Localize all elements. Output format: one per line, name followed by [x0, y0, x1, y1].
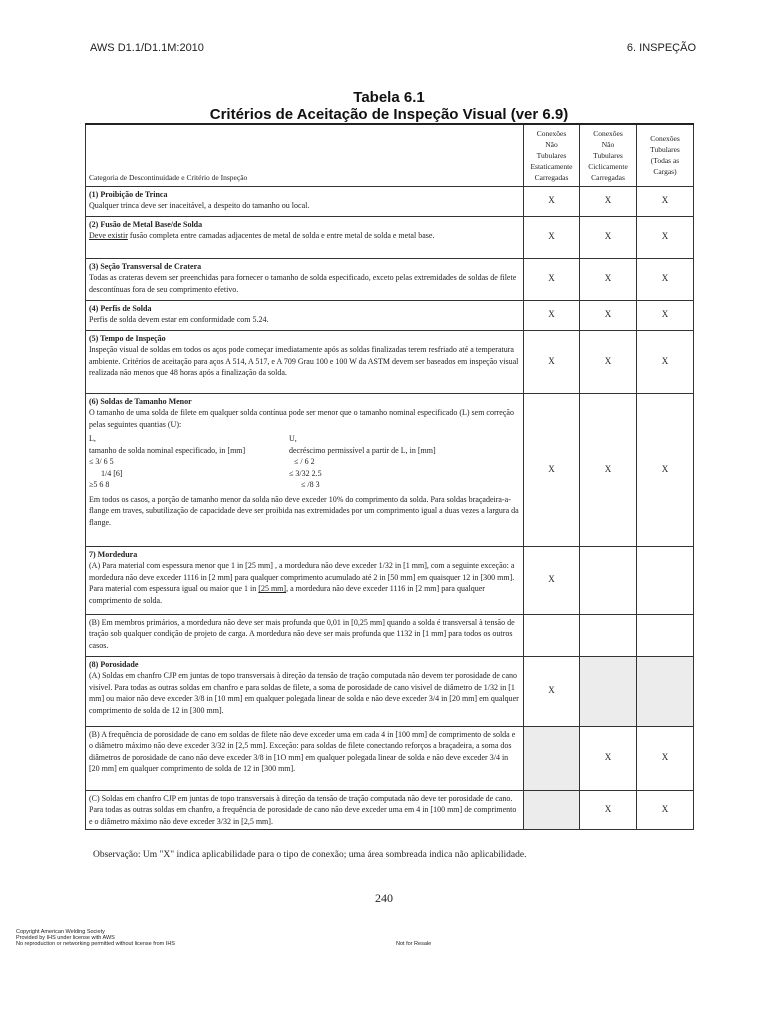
criterion-cell	[86, 726, 524, 790]
empty-cell	[580, 614, 637, 656]
criterion-title: (1) Proibição de Trinca	[89, 189, 168, 199]
u-value: ≤ / 6 2	[294, 457, 315, 466]
table-row	[86, 393, 694, 546]
running-header-left: AWS D1.1/D1.1M:2010	[90, 42, 204, 54]
criterion-text: Qualquer trinca deve ser inaceitável, a despeito do tamanho ou local.	[89, 201, 310, 210]
applicable-mark: X	[524, 216, 580, 258]
header-line: Carregadas	[534, 172, 569, 182]
table-subtitle: Critérios de Aceitação de Inspeção Visual (ver 6.9)	[209, 106, 569, 123]
criterion-cell	[86, 186, 524, 216]
applicable-mark: X	[524, 258, 580, 300]
applicable-mark: X	[637, 300, 694, 330]
applicable-mark: X	[580, 790, 637, 830]
table-row	[86, 300, 694, 330]
applicable-mark: X	[524, 546, 580, 614]
criterion-cell	[86, 393, 524, 546]
criterion-cell	[86, 330, 524, 393]
cyclic-nontubular-column-header	[580, 124, 637, 186]
criterion-text-rest: fusão completa entre camadas adjacentes de metal de solda e entre metal de solda e metal base.	[127, 231, 435, 240]
applicable-mark: X	[580, 186, 637, 216]
applicable-mark: X	[524, 300, 580, 330]
u-description: decréscimo permissível a partir de L, in [mm]	[289, 445, 436, 455]
applicable-mark: X	[637, 726, 694, 790]
criterion-text: (B) A frequência de porosidade de cano em soldas de filete não deve exceder uma em cada 4 in [100 mm] de comprimento de solda e o diâmetro máximo não deve exceder 3/32 in [2,5 mm]. Exceção: para soldas de filete conectando reforços a braçadeira, a soma dos diâmetros de porosidade de cano não deve exceder 3/8 in [1O mm] em qualquer polegada linear de solda e não deve exceder 3/4 in [20 mm] em qualquer comprimento de solda de 12 in [300 mm].	[89, 729, 516, 773]
table-title: Tabela 6.1	[353, 89, 425, 106]
applicable-mark: X	[580, 393, 637, 546]
criterion-text: (C) Soldas em chanfro CJP em juntas de topo transversais à direção da tensão de tração computada não deve ter porosidade de cano. Para todas as outras soldas em chanfro, a frequência de porosidade de cano não deve exceder uma em 4 in [100 mm] de comprimento e o diâmetro máximo não deve exceder 3/32 in [2,5 mm].	[89, 793, 517, 826]
criterion-cell	[86, 614, 524, 656]
table-row	[86, 186, 694, 216]
applicable-mark: X	[637, 790, 694, 830]
criterion-text: (A) Soldas em chanfro CJP em juntas de topo transversais à direção da tensão de tração computada não devem ter porosidade de cano visível. Para todas as outras soldas em chanfro e para soldas de filete, a soma de porosidade de cano visível de diâmetro de 1/32 in [1 mm] ou maior não deve exceder 3/8 in [10 mm] em qualquer polegada linear de solda e não deve exceder 3/4 in [20 mm] em qualquer comprimento de solda de 12 in [300 mm].	[89, 671, 519, 715]
header-line: Estaticamente	[530, 161, 573, 171]
criterion-text: Todas as crateras devem ser preenchidas para fornecer o tamanho de solda especificado, exceto pelas extremidades de soldas de filete descontínuas fora de seu comprimento efetivo.	[89, 273, 517, 294]
header-line: Não	[545, 139, 558, 149]
applicable-mark: X	[524, 186, 580, 216]
header-line: Ciclicamente	[588, 161, 628, 171]
criterion-title: (2) Fusão de Metal Base/de Solda	[89, 219, 203, 229]
criterion-title: (6) Soldas de Tamanho Menor	[89, 396, 192, 406]
criterion-text-2: Em todos os casos, a porção de tamanho menor da solda não deve exceder 10% do comprimento da solda. Para soldas braçadeira-a-flange em traves, subutilização de capacidade deve ser proibida nas extremidades por um comprimento igual a duas vezes a largura da flange.	[89, 494, 519, 527]
header-line: Tubulares	[593, 150, 623, 160]
table-row	[86, 614, 694, 656]
applicable-mark: X	[637, 330, 694, 393]
criterion-text: Inspeção visual de soldas em todos os aços pode começar imediatamente após as soldas finalizadas terem resfriado até a temperatura ambiente. Critérios de aceitação para aços A 514, A 517, e A 709 Grau 100 e 100 W da ASTM devem ser baseados em inspeção visual realizada não menos que 48 horas após a finalização da solda.	[89, 345, 519, 377]
table-row	[86, 726, 694, 790]
running-header-right: 6. INSPEÇÃO	[626, 42, 696, 54]
tubular-column-header	[637, 124, 694, 186]
table-row	[86, 790, 694, 830]
shaded-not-applicable-cell	[580, 656, 637, 726]
empty-cell	[637, 614, 694, 656]
header-line: Conexões	[650, 134, 680, 144]
table-row	[86, 216, 694, 258]
size-tolerance-list	[89, 433, 520, 491]
criterion-title: (4) Perfis de Solda	[89, 303, 152, 313]
static-nontubular-column-header	[524, 124, 580, 186]
criterion-cell	[86, 258, 524, 300]
criterion-cell	[86, 546, 524, 614]
criterion-title: 7) Mordedura	[89, 549, 138, 559]
empty-cell	[524, 614, 580, 656]
footer-copyright: Copyright American Welding Society	[16, 929, 105, 935]
applicable-mark: X	[637, 393, 694, 546]
criterion-title: (5) Tempo de Inspeção	[89, 333, 166, 343]
l-description: tamanho de solda nominal especificado, in [mm]	[89, 445, 246, 455]
applicable-mark: X	[524, 656, 580, 726]
empty-cell	[637, 546, 694, 614]
l-value: ≥5 6 8	[89, 480, 110, 489]
criterion-text: Perfis de solda devem estar em conformidade com 5.24.	[89, 315, 269, 324]
criterion-text: (B) Em membros primários, a mordedura não deve ser mais profunda que 0,01 in [0,25 mm] quando a solda é transversal à tensão de tração sob qualquer condição de projeto de carga. A mordedura não deve ser mais profunda que 1132 in [1 mm] para todos os outros casos.	[89, 617, 515, 650]
table-note: Observação: Um "X" indica aplicabilidade para o tipo de conexão; uma área sombreada indica não aplicabilidade.	[93, 850, 527, 860]
empty-cell	[580, 546, 637, 614]
shaded-not-applicable-cell	[637, 656, 694, 726]
l-value: 1/4 [6]	[101, 468, 123, 478]
applicable-mark: X	[637, 216, 694, 258]
criterion-text: O tamanho de uma solda de filete em qualquer solda contínua pode ser menor que o tamanho nominal especificado (L) sem correção pelas seguintes quantias (U):	[89, 408, 514, 429]
l-value: ≤ 3/ 6 5	[89, 457, 114, 466]
page-number: 240	[375, 891, 393, 905]
header-line: Conexões	[536, 128, 567, 138]
shaded-not-applicable-cell	[524, 726, 580, 790]
criterion-title: (3) Seção Transversal de Cratera	[89, 261, 202, 271]
criterion-text-a: (A) Para material com espessura menor que 1 in [25 mm] , a mordedura não deve exceder 1/32 in [1 mm], com a seguinte exceção: a mordedura não deve exceder 1116 in [2 mm] para qualquer comprimento acumulado até 2 in [50 mm] em quaisquer 12 in [300 mm]. Para material com espessura igual ou maior que 1 in	[89, 561, 515, 593]
u-value: ≤ 3/32 2.5	[289, 468, 322, 478]
category-column-header: Categoria de Descontinuidade e Critério de Inspeção	[86, 124, 524, 186]
applicable-mark: X	[580, 330, 637, 393]
applicable-mark: X	[524, 330, 580, 393]
table-row	[86, 330, 694, 393]
applicable-mark: X	[637, 258, 694, 300]
applicable-mark: X	[637, 186, 694, 216]
shaded-not-applicable-cell	[524, 790, 580, 830]
applicable-mark: X	[580, 726, 637, 790]
u-heading: U,	[289, 434, 297, 443]
footer-resale: Not for Resale	[396, 941, 432, 947]
underlined-text: Deve existir	[89, 231, 128, 240]
criterion-text	[89, 230, 520, 242]
criterion-text-b: , a mordedura não deve exceder 1116 in [2 mm] para qualquer comprimento de solda.	[89, 584, 485, 605]
criterion-cell	[86, 300, 524, 330]
criterion-cell	[86, 790, 524, 830]
applicable-mark: X	[580, 258, 637, 300]
criterion-text	[89, 560, 520, 606]
table-row	[86, 546, 694, 614]
header-line: Tubulares	[650, 145, 680, 155]
header-line: Não	[601, 139, 615, 149]
table-row	[86, 656, 694, 726]
table-row	[86, 258, 694, 300]
header-line: (Todas as	[650, 156, 680, 166]
underlined-text: [25 mm]	[258, 584, 287, 593]
criterion-title: (8) Porosidade	[89, 659, 139, 669]
header-line: Carregadas	[591, 172, 625, 182]
header-line: Conexões	[593, 128, 623, 138]
u-value: ≤ /8 3	[301, 480, 320, 489]
applicable-mark: X	[580, 300, 637, 330]
footer-reproduction: No reproduction or networking permitted without license from IHS	[16, 941, 175, 947]
header-line: Tubulares	[536, 150, 567, 160]
footer-license: Provided by IHS under license with AWS	[16, 935, 115, 941]
applicable-mark: X	[524, 393, 580, 546]
acceptance-criteria-table	[85, 123, 694, 830]
header-line: Cargas)	[653, 167, 677, 177]
criterion-cell	[86, 656, 524, 726]
table-header-row	[86, 124, 694, 186]
applicable-mark: X	[580, 216, 637, 258]
l-heading: L,	[89, 434, 96, 443]
criterion-cell	[86, 216, 524, 258]
